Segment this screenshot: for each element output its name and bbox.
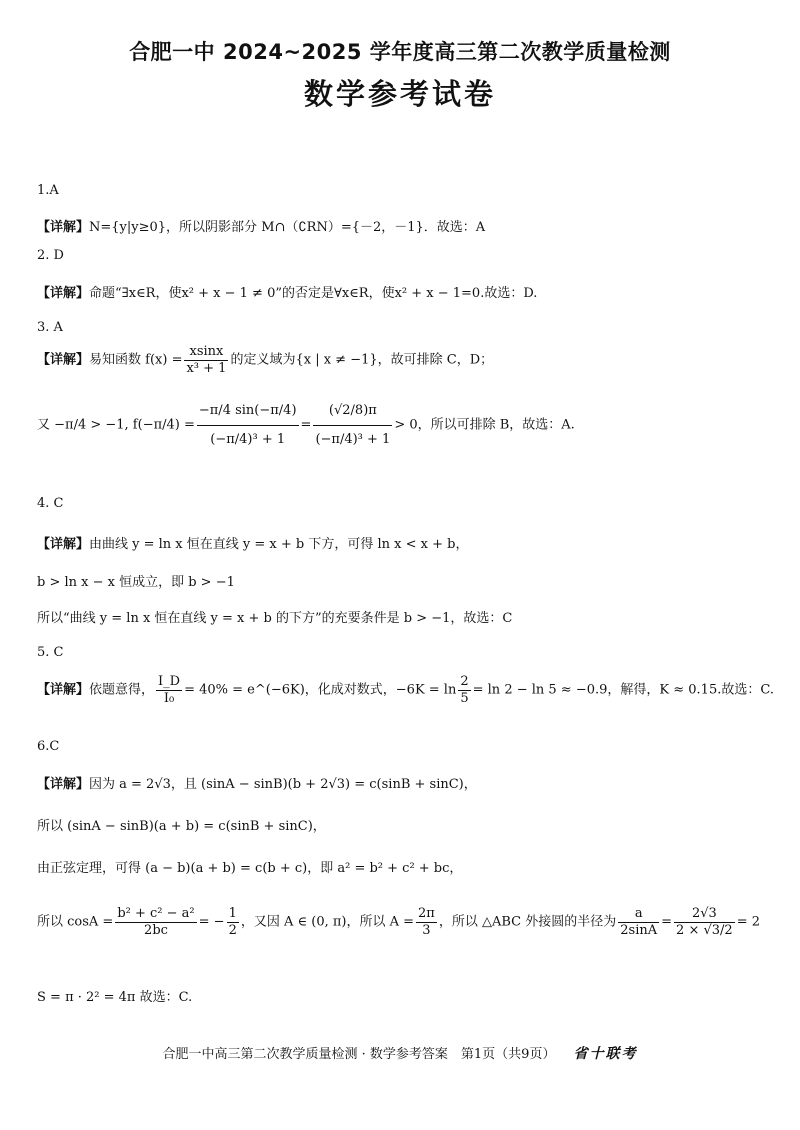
q6-line4-equals: = bbox=[661, 914, 673, 930]
q6-line1 bbox=[37, 773, 477, 792]
q3-fraction-2-numerator: −π/4 sin(−π/4) bbox=[197, 403, 299, 426]
q3-fraction-3-numerator: (√2/8)π bbox=[313, 403, 392, 426]
q6-line4-mid3: ，所以 △ABC 外接圆的半径为 bbox=[438, 914, 617, 930]
q6-line4-pre: 所以 cosA = bbox=[37, 914, 114, 930]
q6-fraction-half-numerator: 1 bbox=[228, 906, 237, 921]
q3-fraction-1-numerator: xsinx bbox=[184, 344, 228, 361]
q3-line2-pre: 又 −π/4 > −1, f(−π/4) = bbox=[37, 417, 195, 433]
document-subtitle: 数学参考试卷 bbox=[303, 77, 496, 111]
q3-fraction-3 bbox=[313, 403, 392, 447]
q6-line4 bbox=[37, 906, 760, 938]
q6-fraction-half bbox=[227, 906, 239, 938]
q6-line4-mid2: ，又因 A ∈ (0, π)，所以 A = bbox=[240, 914, 415, 930]
q5-fraction-2-denominator: 5 bbox=[460, 690, 469, 706]
q3-line2-post: > 0，所以可排除 B，故选：A. bbox=[394, 417, 575, 433]
q3-fraction-3-denominator: (−π/4)³ + 1 bbox=[315, 431, 391, 447]
q5-line bbox=[37, 674, 774, 706]
q6-answer: 6.C bbox=[37, 739, 60, 754]
q6-fraction-cos-denominator: 2bc bbox=[144, 922, 168, 938]
q4-line1 bbox=[37, 533, 468, 552]
q5-pre: 依题意得， bbox=[89, 682, 155, 698]
q5-fraction-1-numerator: I_D bbox=[158, 674, 181, 689]
q6-line4-post: = 2 bbox=[736, 914, 760, 930]
q6-fraction-cos bbox=[115, 906, 196, 938]
q4-answer: 4. C bbox=[37, 496, 64, 511]
q2-body: 命题“∃x∈R，使x² + x − 1 ≠ 0”的否定是∀x∈R，使x² + x − 1=0.故选：D. bbox=[89, 286, 538, 301]
q4-line1-body: 由曲线 y = ln x 恒在直线 y = x + b 下方，可得 ln x < x + b， bbox=[89, 537, 469, 552]
q6-line3: 由正弦定理，可得 (a − b)(a + b) = c(b + c)，即 a² = b² + c² + bc， bbox=[37, 861, 463, 876]
q3-line2-equals: = bbox=[300, 417, 312, 433]
q3-label: 【详解】 bbox=[37, 352, 90, 368]
q6-line4-mid: = − bbox=[198, 914, 225, 930]
q3-line1-domain: 的定义域为{x | x ≠ −1} bbox=[230, 352, 378, 368]
footer-stamp: 省十联考 bbox=[573, 1046, 638, 1062]
q3-fraction-2 bbox=[197, 403, 299, 447]
q5-fraction-2 bbox=[458, 674, 470, 706]
footer-text: 合肥一中高三第二次教学质量检测 · 数学参考答案 第1页（共9页） bbox=[162, 1047, 556, 1062]
q4-label: 【详解】 bbox=[37, 537, 90, 552]
q6-line5: S = π · 2² = 4π 故选：C. bbox=[37, 990, 193, 1005]
q5-fraction-2-numerator: 2 bbox=[460, 674, 469, 689]
q6-fraction-angle-numerator: 2π bbox=[418, 906, 435, 921]
q6-fraction-radius-numerator: a bbox=[618, 906, 659, 923]
q6-fraction-angle-denominator: 3 bbox=[422, 922, 431, 938]
q6-fraction-value-denominator: 2 × √3/2 bbox=[676, 922, 733, 938]
q2-label: 【详解】 bbox=[37, 286, 90, 301]
q5-label: 【详解】 bbox=[37, 682, 90, 698]
q3-line1-pre: 易知函数 f(x) = bbox=[89, 352, 183, 368]
q3-answer: 3. A bbox=[37, 320, 63, 335]
q5-fraction-1 bbox=[156, 674, 182, 706]
q1-explanation bbox=[37, 216, 485, 235]
q6-fraction-radius-denominator: 2sinA bbox=[620, 922, 658, 938]
q3-line1-post: ，故可排除 C，D； bbox=[377, 352, 494, 368]
q6-fraction-angle bbox=[416, 906, 437, 938]
q4-line3: 所以“曲线 y = ln x 恒在直线 y = x + b 的下方”的充要条件是 b > −1，故选：C bbox=[37, 611, 513, 626]
q5-post: = ln 2 − ln 5 ≈ −0.9，解得，K ≈ 0.15.故选：C. bbox=[472, 682, 774, 698]
q6-fraction-cos-numerator: b² + c² − a² bbox=[117, 906, 195, 921]
document-title: 合肥一中 2024~2025 学年度高三第二次教学质量检测 bbox=[129, 40, 671, 64]
q2-answer: 2. D bbox=[37, 248, 64, 263]
q3-line1 bbox=[37, 344, 493, 376]
q3-line2 bbox=[37, 403, 575, 447]
q2-explanation bbox=[37, 282, 537, 301]
q1-body: N={y|y≥0}，所以阴影部分 M∩（∁RN）={－2，－1}．故选：A bbox=[89, 220, 486, 235]
page-footer bbox=[0, 1043, 800, 1063]
q6-label: 【详解】 bbox=[37, 777, 90, 792]
q3-fraction-1-denominator: x³ + 1 bbox=[186, 360, 227, 376]
q6-line1-body: 因为 a = 2√3，且 (sinA − sinB)(b + 2√3) = c(sinB + sinC)， bbox=[89, 777, 477, 792]
q3-fraction-2-denominator: (−π/4)³ + 1 bbox=[210, 431, 286, 447]
q6-line2: 所以 (sinA − sinB)(a + b) = c(sinB + sinC)， bbox=[37, 819, 326, 834]
q1-label: 【详解】 bbox=[37, 220, 90, 235]
q5-mid: = 40% = e^(−6K)，化成对数式，−6K = ln bbox=[184, 682, 457, 698]
q5-answer: 5. C bbox=[37, 645, 64, 660]
q5-fraction-1-denominator: I₀ bbox=[163, 690, 175, 706]
q1-answer: 1.A bbox=[37, 183, 59, 198]
q3-fraction-1 bbox=[184, 344, 228, 376]
q6-fraction-half-denominator: 2 bbox=[228, 922, 237, 938]
q6-fraction-value-numerator: 2√3 bbox=[674, 906, 735, 923]
q6-fraction-value bbox=[674, 906, 735, 938]
q4-line2: b > ln x − x 恒成立，即 b > −1 bbox=[37, 575, 235, 590]
q6-fraction-radius bbox=[618, 906, 659, 938]
